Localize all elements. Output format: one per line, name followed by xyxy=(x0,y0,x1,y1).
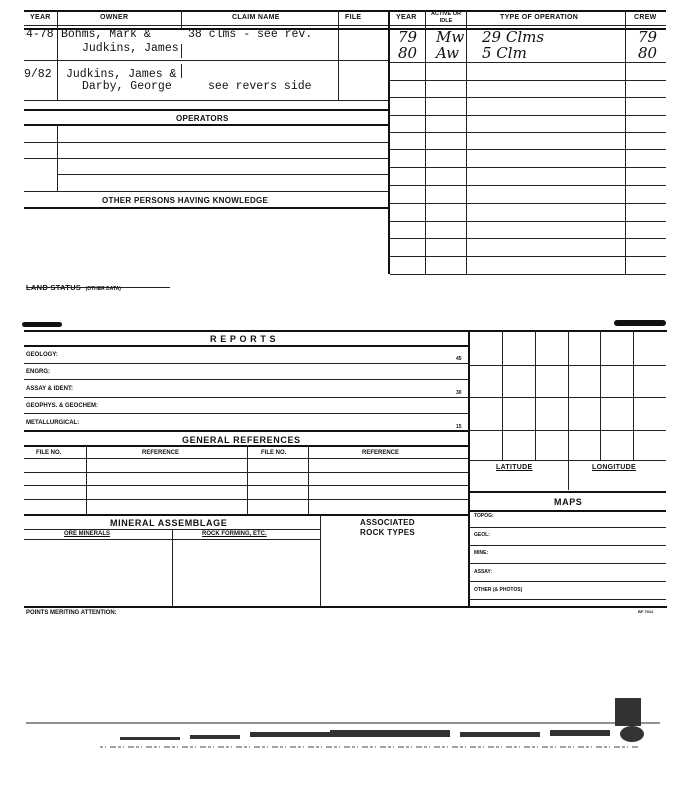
ref-file-no-header: FILE NO. xyxy=(36,450,62,456)
map-topog-label: TOPOG: xyxy=(474,513,494,519)
map-geol-label: GEOL: xyxy=(474,532,490,538)
col-file-header: FILE xyxy=(345,14,362,21)
report-geology-num: 45 xyxy=(456,356,462,362)
claim-entry-name: 38 clms - see rev. xyxy=(188,28,313,41)
other-persons-title: OTHER PERSONS HAVING KNOWLEDGE xyxy=(102,196,269,205)
report-geology-label: GEOLOGY: xyxy=(26,352,58,358)
activity-status: Mw xyxy=(436,28,465,46)
report-engrg-label: ENGRG: xyxy=(26,369,50,375)
activity-crew: 79 xyxy=(638,28,658,46)
longitude-label: LONGITUDE xyxy=(592,464,636,471)
report-assay-num: 30 xyxy=(456,390,462,396)
claim-entry-year: 4-78 xyxy=(26,28,54,41)
operation-header: TYPE OF OPERATION xyxy=(500,14,579,21)
map-mine-label: MINE: xyxy=(474,550,489,556)
activity-operation: 29 Clms xyxy=(482,28,545,46)
report-metallurgical-num: 15 xyxy=(456,424,462,430)
map-other-label: OTHER (& PHOTOS) xyxy=(474,587,523,593)
points-meriting-attention-label: POINTS MERITING ATTENTION: xyxy=(26,610,117,616)
scan-noise-band xyxy=(0,690,678,770)
col-owner-header: OWNER xyxy=(100,14,129,21)
crew-header: CREW xyxy=(634,14,657,21)
activity-operation: 5 Clm xyxy=(482,44,527,62)
activity-year: 80 xyxy=(398,44,418,62)
associated-rock-types-title: ASSOCIATED xyxy=(360,518,415,527)
claim-entry-owner: Judkins, James & xyxy=(66,68,177,81)
form-id: BF 7012 xyxy=(638,609,654,614)
smudge-mark xyxy=(614,320,666,326)
ref-reference-header: REFERENCE xyxy=(362,450,400,456)
active-idle-header: ACTIVE OR IDLE xyxy=(431,11,461,24)
general-references-title: GENERAL REFERENCES xyxy=(182,435,301,445)
latitude-label: LATITUDE xyxy=(496,464,533,471)
claim-entry-owner: Darby, George xyxy=(82,80,172,93)
ore-minerals-header: ORE MINERALS xyxy=(64,531,111,537)
smudge-mark xyxy=(22,322,62,327)
col-claim-header: CLAIM NAME xyxy=(232,14,280,21)
report-assay-label: ASSAY & IDENT: xyxy=(26,386,74,392)
report-metallurgical-label: METALLURGICAL: xyxy=(26,420,80,426)
land-status-label: LAND STATUS (OTHER DATA) xyxy=(26,283,121,292)
activity-year-header: YEAR xyxy=(396,14,417,21)
ref-file-no-header: FILE NO. xyxy=(261,450,287,456)
maps-title: MAPS xyxy=(554,497,583,507)
col-year-header: YEAR xyxy=(30,14,51,21)
claim-entry-owner: Bohms, Mark & xyxy=(61,28,151,41)
mineral-assemblage-title: MINERAL ASSEMBLAGE xyxy=(110,518,228,528)
rock-forming-header: ROCK FORMING, ETC. xyxy=(202,531,267,537)
reports-title: R E P O R T S xyxy=(210,334,277,344)
report-geophys-label: GEOPHYS. & GEOCHEM: xyxy=(26,403,99,409)
operators-title: OPERATORS xyxy=(176,114,229,123)
activity-status: Aw xyxy=(436,44,459,62)
associated-rock-types-title: ROCK TYPES xyxy=(360,528,416,537)
claim-entry-owner: Judkins, James xyxy=(82,42,179,55)
claim-entry-name: see revers side xyxy=(208,80,312,93)
activity-crew: 80 xyxy=(638,44,658,62)
activity-year: 79 xyxy=(398,28,418,46)
claim-entry-year: 9/82 xyxy=(24,68,52,81)
ref-reference-header: REFERENCE xyxy=(142,450,180,456)
map-assay-label: ASSAY: xyxy=(474,569,493,575)
